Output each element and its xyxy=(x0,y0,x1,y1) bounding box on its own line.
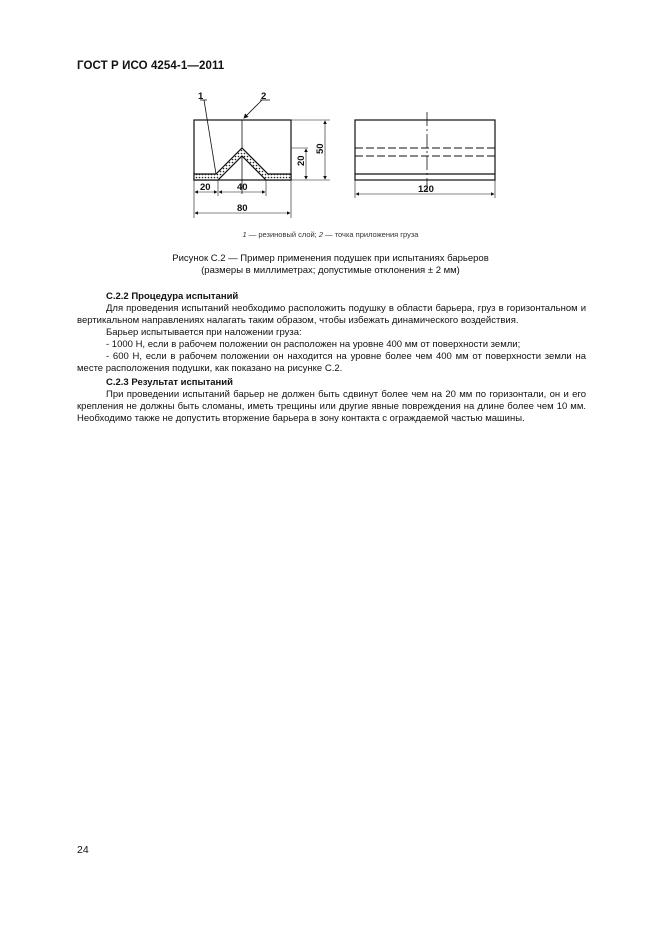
front-view-outline xyxy=(355,120,495,180)
legend-text-1: — резиновый слой; xyxy=(246,230,319,239)
section-c22-paragraph-1: Для проведения испытаний необходимо расположить подушку в области барьера, груз в горизонтальном и вертикальном направлениях налагать таким образом, чтобы избежать динамического воздействия. xyxy=(77,303,586,326)
technical-drawing xyxy=(180,86,510,226)
side-view xyxy=(194,91,330,218)
dim-20-horizontal: 20 xyxy=(200,182,211,193)
callout-1-label: 1 xyxy=(198,91,204,102)
dim-120: 120 xyxy=(418,184,434,195)
figure-caption xyxy=(0,253,661,277)
legend-text-2: — точка приложения груза xyxy=(323,230,419,239)
dim-50: 50 xyxy=(315,143,326,154)
front-view xyxy=(355,112,495,198)
section-c23-paragraph-1: При проведении испытаний барьер не должен быть сдвинут более чем на 20 мм по горизонтали, он и его крепления не должны быть сломаны, иметь трещины или другие явные повреждения на длине более чем 10 мм. Необходимо также не допустить вторжение барьера в зону контакта с ограждаемой частью машины. xyxy=(77,389,586,424)
dim-80: 80 xyxy=(237,203,248,214)
rubber-layer xyxy=(194,148,291,180)
figure-legend xyxy=(0,230,661,239)
figure-c2-drawing xyxy=(180,86,510,226)
legend-number-1: 1 xyxy=(242,230,247,239)
section-c22-item-2: - 600 Н, если в рабочем положении он находится на уровне более чем 400 мм от поверхности земли на месте расположения подушки, как показано на рисунке С.2. xyxy=(77,351,586,374)
document-header: ГОСТ Р ИСО 4254-1—2011 xyxy=(77,60,225,72)
caption-line-1: Рисунок С.2 — Пример применения подушек при испытаниях барьеров xyxy=(172,253,489,264)
callout-2-leader xyxy=(244,100,262,118)
legend-number-2: 2 xyxy=(318,230,324,239)
dim-40: 40 xyxy=(237,182,248,193)
section-c22-item-1: - 1000 Н, если в рабочем положении он расположен на уровне 400 мм от поверхности земли; xyxy=(106,339,521,350)
dim-20-vertical: 20 xyxy=(296,155,307,166)
callout-2-label: 2 xyxy=(261,91,267,102)
caption-line-2: (размеры в миллиметрах; допустимые отклонения ± 2 мм) xyxy=(201,265,460,276)
section-c22-paragraph-2: Барьер испытывается при наложении груза: xyxy=(106,327,302,338)
section-c22-title: С.2.2 Процедура испытаний xyxy=(106,291,239,302)
section-c23-title: С.2.3 Результат испытаний xyxy=(106,377,233,388)
callout-1-leader xyxy=(204,100,216,174)
page-number: 24 xyxy=(77,844,89,856)
